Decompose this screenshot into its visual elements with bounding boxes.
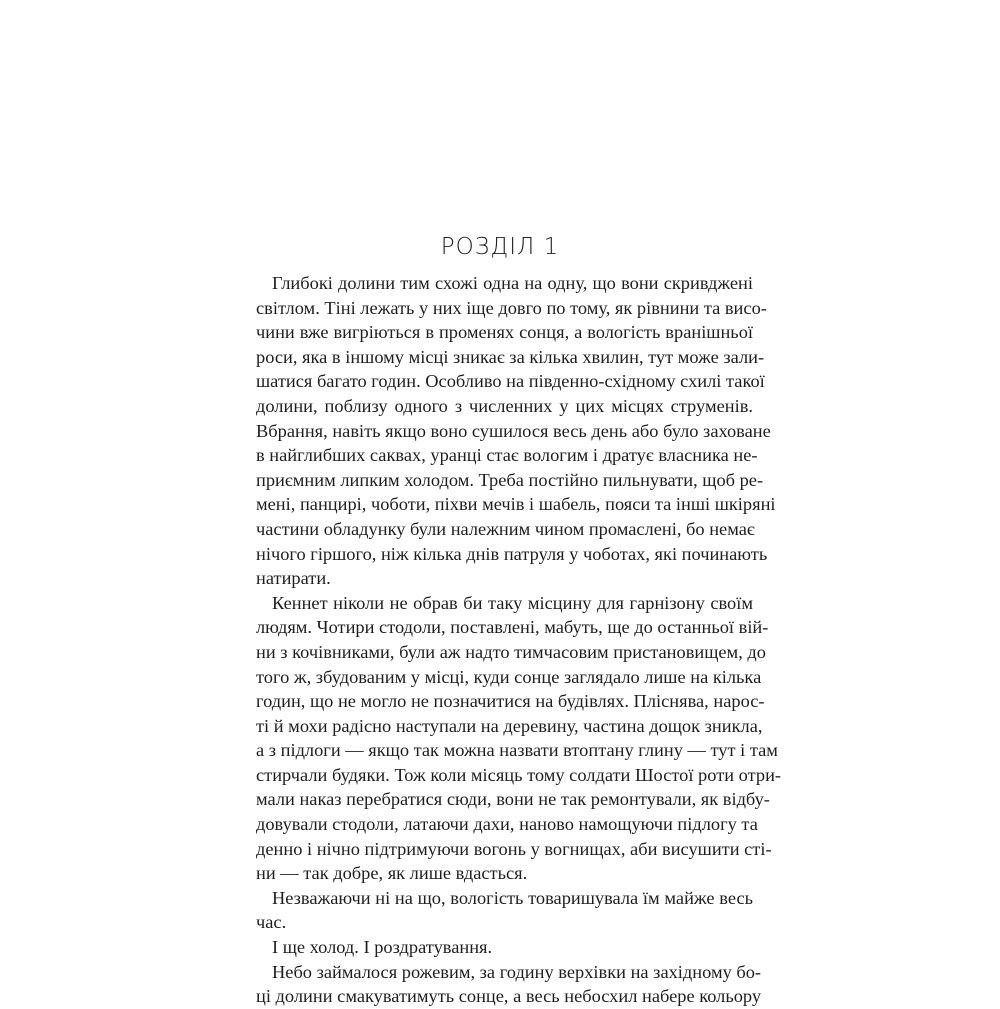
paragraph [256, 935, 753, 960]
text-line: Кеннет ніколи не обрав би таку місцину для гарнізону своїм [272, 592, 753, 613]
text-line: І ще холод. І роздратування. [272, 937, 493, 958]
text-line: Небо займалося рожевим, за годину верхівки на західному бо- [272, 961, 762, 982]
chapter-title: РОЗДІЛ 1 [440, 234, 560, 260]
text-line: довували стодоли, латаючи дахи, наново намощуючи підлогу та [256, 814, 758, 835]
paragraph [256, 960, 762, 1009]
text-line: ці долини смакуватимуть сонце, а весь небосхил набере кольору [256, 986, 762, 1007]
paragraph [256, 271, 776, 591]
text-line: стирчали будяки. Тож коли місяць тому солдати Шостої роти отри- [256, 764, 782, 785]
text-line: нічого гіршого, ніж кілька днів патруля у чоботах, які починають [256, 543, 768, 564]
text-line: ни з кочівниками, були аж надто тимчасовим пристановищем, до [256, 641, 766, 662]
text-line: Глибокі долини тим схожі одна на одну, що вони скривджені [272, 273, 753, 293]
paragraph [256, 591, 782, 886]
text-line: Вбрання, навіть якщо воно сушилося весь день або було заховане [256, 420, 771, 441]
text-line: годин, що не могло не позначитися на будівлях. Пліснява, нарос- [256, 691, 765, 712]
paragraph [256, 886, 753, 935]
text-line: натирати. [256, 568, 331, 589]
text-line: ті й мохи радісно наступали на деревину, частина дощок зникла, [256, 715, 763, 736]
text-line: людям. Чотири стодоли, поставлені, мабуть, ще до останньої вій- [256, 617, 769, 638]
chapter-body [256, 271, 782, 1009]
text-line: шатися багато годин. Особливо на південно-східному схилі такої [256, 371, 765, 392]
text-line: мали наказ перебратися сюди, вони не так ремонтували, як відбу- [256, 789, 770, 810]
text-line: приємним липким холодом. Треба постійно пильнувати, щоб ре- [256, 469, 764, 490]
text-line: а з підлоги — якщо так можна назвати втоптану глину — тут і там [256, 740, 778, 761]
text-line: роси, яка в іншому місці зникає за кілька хвилин, тут може зали- [256, 346, 765, 367]
text-line: того ж, збудованим у місці, куди сонце заглядало лише на кілька [256, 666, 762, 687]
text-line: час. [256, 912, 287, 933]
text-line: долини, поблизу одного з численних у цих місцях струменів. [256, 395, 753, 416]
text-line: в найглибших саквах, уранці стає вологим і дратує власника не- [256, 445, 758, 466]
text-line: ни — так добре, як лише вдасться. [256, 863, 528, 884]
text-line: чини вже вигріються в променях сонця, а вологість вранішньої [256, 322, 753, 343]
text-line: Незважаючи ні на що, вологість товаришувала їм майже весь [272, 887, 753, 908]
text-line: світлом. Тіні лежать у них іще довго по тому, як рівнини та висо- [256, 297, 767, 318]
text-line: мені, панцирі, чоботи, піхви мечів і шабель, пояси та інші шкіряні [256, 494, 776, 515]
text-line: денно і нічно підтримуючи вогонь у вогнищах, аби висушити сті- [256, 838, 772, 859]
text-line: частини обладунку були належним чином промаслені, бо немає [256, 518, 755, 539]
